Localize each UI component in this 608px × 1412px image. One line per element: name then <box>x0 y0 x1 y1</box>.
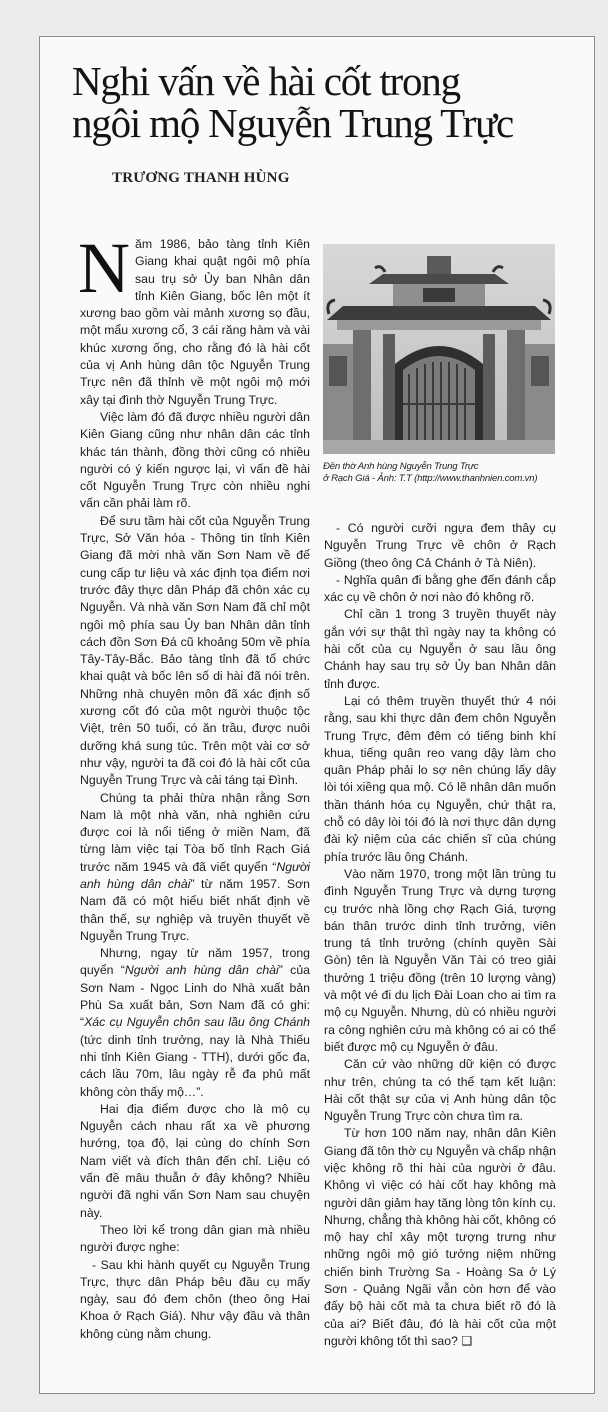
paragraph: Để sưu tầm hài cốt của Nguyễn Trung Trực, Sở Văn hóa - Thông tin tỉnh Kiên Giang đã mời nhà văn Sơn Nam về để cung cấp tư liệu và xác định tọa điểm nơi trước đây thực dân Pháp đã chôn xác cụ Nguyễn. Và nhà văn Sơn Nam đã chỉ một ngôi mộ phía sau Ủy ban Nhân dân tỉnh cách đồn Sơn Đá cũ khoảng 50m về phía Tây-Tây-Bắc. Bảo tàng tỉnh đã tổ chức khai quật và bốc lên số di hài đã nói trên. Những nhà chuyên môn đã xác định số xương cốt đó của một người thuộc tộc Việt, trên 50 tuổi, có ăn trầu, được nuôi dưỡng khá sung túc. Trên một vài cơ sở như vậy, người ta đã coi đó là hài cốt của Nguyễn Trung Trực và cải táng tại Đình. <box>80 513 310 788</box>
author-byline: TRƯƠNG THANH HÙNG <box>112 170 290 186</box>
paragraph-text: Chúng ta phải thừa nhận rằng Sơn Nam là một nhà văn, nhà nghiên cứu được coi là nổi tiếng ở miền Nam, đã từng làm việc tại Tòa bố tỉnh Rạch Giá trước năm 1945 và đã viết quyển “ <box>80 790 310 874</box>
paragraph <box>78 228 310 409</box>
temple-illustration <box>323 244 555 454</box>
paragraph: Lại có thêm truyền thuyết thứ 4 nói rằng, sau khi thực dân đem chôn Nguyễn Trung Trực, đêm đêm có tiếng binh khí khua, tiếng quân reo vang dậy làm cho quân Pháp phải lo sợ nên chúng lấy dây lòi tói xiềng qua mộ. Có lẽ nhân dân muốn thần thánh hóa cụ Nguyễn, chứ thật ra, chỗ có dây lòi tói đó là nơi thực dân dựng đài kỷ niệm của các chiến sĩ của chúng phía trước lầu ông Chánh. <box>324 693 556 864</box>
end-mark-icon: ❑ <box>461 1333 473 1348</box>
paragraph <box>80 945 310 1101</box>
paragraph-text: Từ hơn 100 năm nay, nhân dân Kiên Giang đã tôn thờ cụ Nguyễn và chấp nhận việc không rõ thi hài của người ở đâu. Không vì việc có hài cốt hay không mà người dân giảm hay tăng lòng tôn kính cụ. Nhưng, chẳng thà không hài cốt, không có mộ hay chỉ xây một tượng trưng như những ngôi mộ gió tưởng niệm những chiến binh Trường Sa - Hoàng Sa ở Lý Sơn - Quảng Ngãi vẫn còn hơn để vào đấy bộ hài cốt mà ta chưa biết rõ đó là của ai? Biết đâu, đó là hài cốt của một người không tốt thì sao? <box>324 1126 556 1348</box>
caption-line-1: Đền thờ Anh hùng Nguyễn Trung Trực <box>323 461 479 472</box>
paragraph-text: ” từ năm 1957. Sơn Nam đã có một hiểu biết nhất định về thân thế, sự nghiệp và truyền thuyết về Nguyễn Trung Trực. <box>80 876 310 943</box>
paragraph-text: Nhưng, ngay từ năm 1957, trong quyển “ <box>80 946 310 978</box>
paragraph <box>324 1125 556 1350</box>
paragraph-text: ăm 1986, bảo tàng tỉnh Kiên Giang khai quật ngôi mộ phía sau trụ sở Ủy ban Nhân dân tỉnh Kiên Giang, bốc lên một ít xương bao gồm vài mảnh xương sọ đầu, một mẩu xương cổ, 3 cái răng hàm và vài khúc xương ống, cho rằng đó là hài cốt của vị Anh hùng dân tộc Nguyễn Trung Trực nên đã thỉnh về một ngôi mộ mới xây tại đình thờ Nguyễn Trung Trực. <box>80 237 310 407</box>
legend-item: - Sau khi hành quyết cụ Nguyễn Trung Trực, thực dân Pháp bêu đầu cụ mấy ngày, sau đó đem chôn (theo ông Hai Khoa ở Rạch Giá). Như vậy đầu và thân không cùng nằm chung. <box>80 1257 310 1341</box>
paragraph: Theo lời kể trong dân gian mà nhiều người được nghe: <box>80 1222 310 1255</box>
paragraph-text: (tức dinh tỉnh trưởng, nay là Nhà Thiếu nhi tỉnh Kiên Giang - TTH), dưới gốc đa, cách lầu 70m, lâu ngày rễ đa phủ mất không còn thấy mộ…”. <box>80 1032 310 1099</box>
paragraph: Chỉ cần 1 trong 3 truyền thuyết này gắn với sự thật thì ngày nay ta không có hài cốt của cụ Nguyễn ở sau lầu ông Chánh hay sau trụ sở Ủy ban Nhân dân tỉnh được. <box>324 607 556 691</box>
quote: Xác cụ Nguyễn chôn sau lầu ông Chánh <box>84 1015 310 1030</box>
article-title <box>72 60 552 144</box>
legend-item: - Có người cưỡi ngựa đem thây cụ Nguyễn Trung Trực về chôn ở Rạch Giồng (theo ông Cả Chánh ở Tà Niên). <box>324 521 556 570</box>
drop-cap: N <box>78 228 130 308</box>
paragraph: Việc làm đó đã được nhiều người dân Kiên Giang cũng như nhân dân các tỉnh khác tán thành, đồng thời cũng có nhiều người có ý kiến ngược lại, vì vấn đề hài cốt Nguyễn Trung Trực còn nhiều nghi vấn cần phải làm rõ. <box>80 409 310 511</box>
paragraph-text: ” của Sơn Nam - Ngọc Linh do Nhà xuất bản Phù Sa xuất bản, Sơn Nam đã có ghi: “ <box>80 963 310 1030</box>
legend-item: - Nghĩa quân đi bằng ghe đến đánh cắp xác cụ về chôn ở nơi nào đó không rõ. <box>324 572 556 605</box>
article-column-left <box>78 228 310 1343</box>
paragraph <box>80 790 310 946</box>
paragraph: Căn cứ vào những dữ kiện có được như trên, chúng ta có thể tạm kết luận: Hài cốt thật sự của vị Anh hùng dân tộc Nguyễn Trung Trực còn chưa tìm ra. <box>324 1057 556 1124</box>
title-line-2: ngôi mộ Nguyễn Trung Trực <box>72 100 514 146</box>
photo-caption <box>323 461 563 485</box>
title-line-1: Nghi vấn về hài cốt trong <box>72 58 460 104</box>
paragraph: Vào năm 1970, trong một lần trùng tu đình Nguyễn Trung Trực và dựng tượng cụ trước nhà lồng chợ Rạch Giá, tượng bán thân trước dinh tỉnh trưởng, viên trung tá tỉnh trưởng (chính quyền Sài Gòn) tên là Nguyễn Văn Tài có treo giải thưởng 1 triệu đồng (trên 10 lượng vàng) và một vé đi du lịch Đài Loan cho ai tìm ra mộ cụ Nguyễn. Nhưng, dù có nhiều người ra công nghiên cứu mà không có ai có thể biết được mộ cụ Nguyễn ở đâu. <box>324 866 556 1054</box>
temple-photo <box>323 244 555 454</box>
article-column-right <box>324 520 556 1350</box>
book-title: Người anh hùng dân chài <box>124 963 279 978</box>
book-title: Người anh hùng dân chài <box>80 859 310 891</box>
caption-line-2: ở Rạch Giá - Ảnh: T.T (http://www.thanhnien.com.vn) <box>323 473 538 485</box>
paragraph: Hai địa điểm được cho là mộ cụ Nguyễn cách nhau rất xa về phương hướng, tọa độ, lại cùng do chính Sơn Nam viết và đích thân đến chỉ. Liệu có vấn đề mâu thuẫn ở đây không? Nhiều người đã nghi vấn Sơn Nam sau chuyện này. <box>80 1101 310 1220</box>
